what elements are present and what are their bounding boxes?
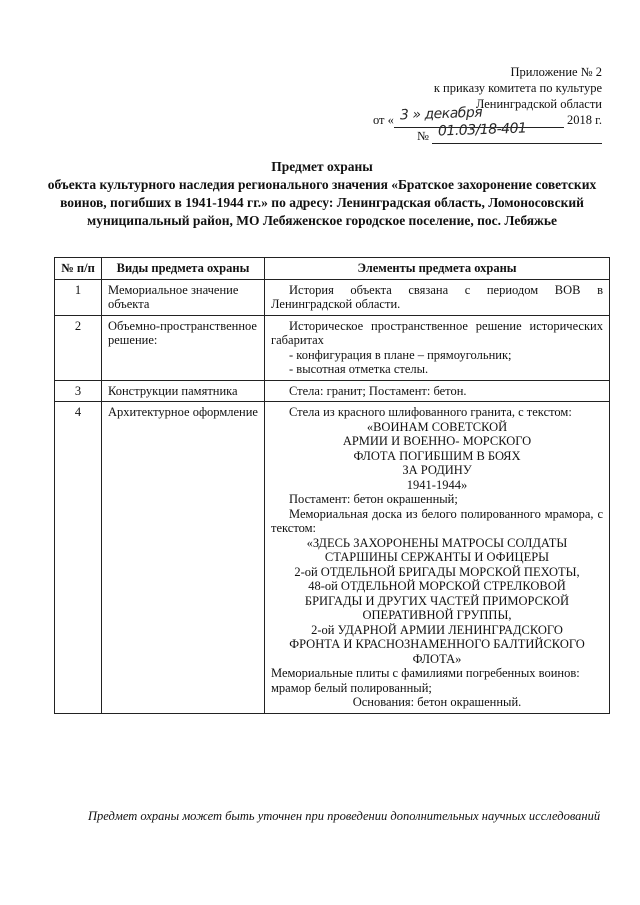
row-elements: [265, 402, 610, 714]
plaque-inscription-line: ОПЕРАТИВНОЙ ГРУППЫ,: [362, 608, 512, 622]
row-type: Конструкции памятника: [102, 380, 265, 402]
table-row: [55, 279, 610, 315]
table-header-row: [55, 258, 610, 280]
date-year: 2018 г.: [567, 113, 602, 127]
plaque-inscription-line: БРИГАДЫ И ДРУГИХ ЧАСТЕЙ ПРИМОРСКОЙ: [304, 593, 570, 608]
stela-inscription-line: ЗА РОДИНУ: [402, 463, 472, 477]
table-row: [55, 315, 610, 380]
plaque-inscription-line: «ЗДЕСЬ ЗАХОРОНЕНЫ МАТРОСЫ СОЛДАТЫ: [306, 535, 568, 550]
row-number: 3: [55, 380, 102, 402]
element-text: История объекта связана с периодом ВОВ в Ленинградской области.: [271, 282, 603, 311]
plaque-inscription-line: 2-ой УДАРНОЙ АРМИИ ЛЕНИНГРАДСКОГО: [311, 622, 563, 637]
row-elements: [265, 315, 610, 380]
row-type: Архитектурное оформление: [102, 402, 265, 714]
number-prefix: №: [416, 129, 429, 143]
table-row: [55, 402, 610, 714]
element-text: Мемориальные плиты с фамилиями погребенных воинов: мрамор белый полированный;: [271, 666, 580, 695]
date-prefix: от «: [372, 113, 394, 127]
row-number: 1: [55, 279, 102, 315]
column-header-number: № п/п: [55, 258, 102, 280]
stela-inscription-line: АРМИИ И ВОЕННО- МОРСКОГО: [342, 434, 532, 448]
row-type: Мемориальное значение объекта: [102, 279, 265, 315]
stela-inscription-line: ФЛОТА ПОГИБШИМ В БОЯХ: [353, 448, 521, 463]
row-type: Объемно-пространственное решение:: [102, 315, 265, 380]
stela-inscription-line: «ВОИНАМ СОВЕТСКОЙ: [366, 419, 508, 434]
plaque-inscription-line: 48-ой ОТДЕЛЬНОЙ МОРСКОЙ СТРЕЛКОВОЙ: [308, 579, 566, 593]
protection-subject-table: [54, 257, 610, 714]
column-header-type: Виды предмета охраны: [102, 258, 265, 280]
plaque-inscription-line: ФРОНТА И КРАСНОЗНАМЕННОГО БАЛТИЙСКОГО: [289, 637, 585, 651]
element-text: Постамент: бетон окрашенный;: [289, 492, 458, 506]
element-text: Стела: гранит; Постамент: бетон.: [289, 383, 467, 398]
table-row: [55, 380, 610, 402]
row-number: 2: [55, 315, 102, 380]
document-title: [32, 158, 612, 230]
order-reference: к приказу комитета по культуре: [433, 81, 602, 95]
element-bullet: - высотная отметка стелы.: [289, 362, 429, 376]
element-bullet: - конфигурация в плане – прямоугольник;: [289, 347, 512, 362]
committee-region: Ленинградской области: [475, 97, 602, 111]
plaque-inscription-line: 2-ой ОТДЕЛЬНОЙ БРИГАДЫ МОРСКОЙ ПЕХОТЫ,: [294, 564, 580, 579]
row-elements: [265, 279, 610, 315]
row-number: 4: [55, 402, 102, 714]
title-object-description: объекта культурного наследия регионального значения «Братское захоронение советских воинов, погибших в 1941-1944 гг.» по адресу: Ленинградская область, Ломоносовский муниципальный район, МО Лебяженское городское поселение, пос. Лебяжье: [47, 177, 597, 228]
footer-note: Предмет охраны может быть уточнен при проведении дополнительных научных исследований: [88, 809, 601, 823]
handwritten-number: 01.03/18-401: [437, 120, 527, 140]
element-text: Мемориальная доска из белого полированного мрамора, с текстом:: [271, 506, 603, 535]
element-text: Основания: бетон окрашенный.: [352, 695, 522, 709]
row-elements: [265, 380, 610, 402]
stela-inscription-line: 1941-1944»: [406, 477, 468, 492]
column-header-elements: Элементы предмета охраны: [265, 258, 610, 280]
plaque-inscription-line: СТАРШИНЫ СЕРЖАНТЫ И ОФИЦЕРЫ: [324, 550, 550, 564]
appendix-number: Приложение № 2: [510, 65, 602, 79]
plaque-inscription-line: ФЛОТА»: [412, 651, 462, 666]
appendix-header: [372, 64, 602, 144]
element-text: Стела из красного шлифованного гранита, с текстом:: [289, 405, 572, 419]
title-heading: Предмет охраны: [271, 159, 373, 174]
element-text: Историческое пространственное решение исторических габаритах: [271, 318, 603, 347]
handwritten-date: 3 » декабря: [399, 104, 483, 124]
